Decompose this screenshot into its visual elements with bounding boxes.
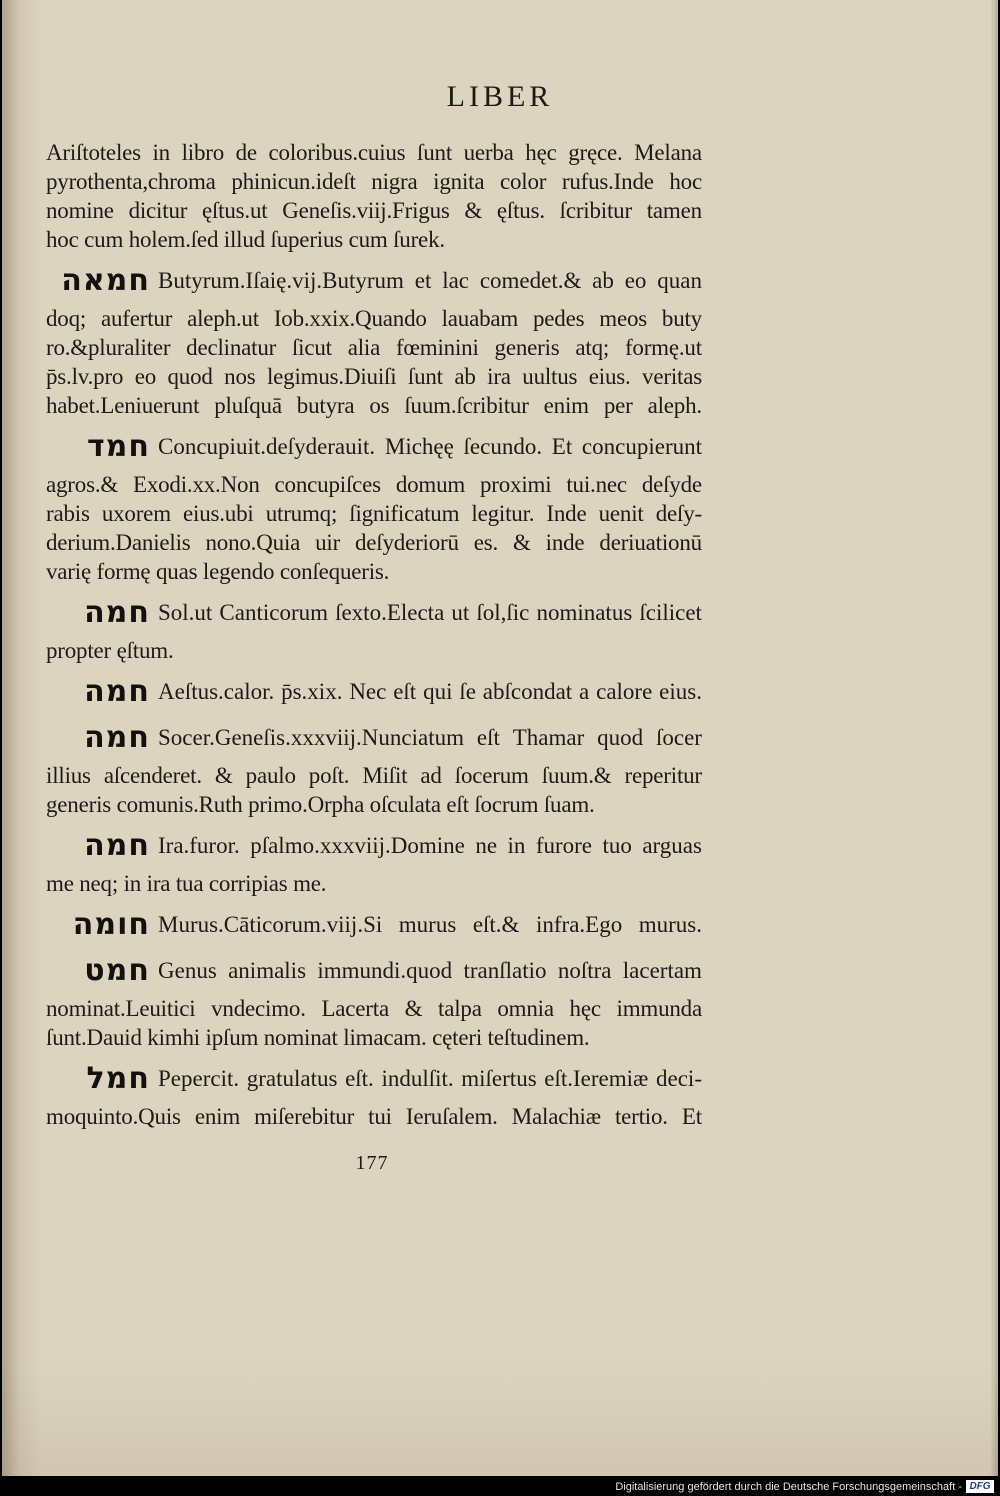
- text-line: agros.& Exodi.xx.Non concupiſces domum proximi tui.nec deſyde: [46, 472, 702, 497]
- text-line: propter ęſtum.: [46, 638, 174, 663]
- entry-definition: Aeſtus.calor. p̄s.xix. Nec eſt qui ſe abſcondat a calore eius.: [158, 678, 702, 704]
- entry-definition: Concupiuit.deſyderauit. Michęę ſecundo. Et concupierunt: [158, 433, 702, 459]
- hebrew-headword: חמה: [84, 673, 150, 709]
- text-block: [46, 138, 702, 1131]
- text-line: varię formę quas legendo conſequeris.: [46, 559, 390, 584]
- dictionary-entry: [46, 1058, 702, 1098]
- hebrew-headword: חמט: [84, 952, 150, 988]
- dictionary-entry: [46, 671, 702, 711]
- entry-definition: Genus animalis immundi.quod tranſlatio noſtra lacertam: [158, 957, 702, 983]
- hebrew-headword: חמד: [87, 428, 150, 464]
- text-line: ro.&pluraliter declinatur ſicut alia fœminini generis atq; formę.ut: [46, 335, 702, 360]
- text-line: illius aſcenderet. & paulo poſt. Miſit ad ſocerum ſuum.& reperitur: [46, 763, 702, 788]
- text-line: p̄s.lv.pro eo quod nos legimus.Diuiſi ſunt ab ira uultus eius. veritas: [46, 364, 702, 389]
- dictionary-entry: [46, 950, 702, 990]
- entry-definition: Socer.Geneſis.xxxviij.Nunciatum eſt Thamar quod ſocer: [158, 724, 702, 750]
- text-line: generis comunis.Ruth primo.Orpha oſculata eſt ſocrum ſuam.: [46, 792, 595, 817]
- hebrew-headword: חומה: [72, 906, 150, 942]
- text-line: rabis uxorem eius.ubi utrumq; ſignificatum legitur. Inde uenit deſy-: [46, 501, 702, 526]
- hebrew-headword: חמה: [84, 719, 150, 755]
- text-line: moquinto.Quis enim miſerebitur tui Ieruſalem. Malachiæ tertio. Et: [46, 1104, 702, 1129]
- text-line: pyrothenta,chroma phinicun.ideſt nigra ignita color rufus.Inde hoc: [46, 169, 702, 194]
- footer-bar: [0, 1476, 1000, 1496]
- dictionary-entry: [46, 717, 702, 757]
- entry-definition: Murus.Cāticorum.viij.Si murus eſt.& infra.Ego murus.: [158, 911, 702, 937]
- text-line: derium.Danielis nono.Quia uir deſyderiorū es. & inde deriuationū: [46, 530, 702, 555]
- hebrew-headword: חמל: [86, 1060, 150, 1096]
- text-line: doq; aufertur aleph.ut Iob.xxix.Quando lauabam pedes meos buty: [46, 306, 702, 331]
- dictionary-entry: [46, 592, 702, 632]
- text-line: me neq; in ira tua corripias me.: [46, 871, 327, 896]
- entry-definition: Sol.ut Canticorum ſexto.Electa ut ſol,ſic nominatus ſcilicet: [158, 599, 702, 625]
- dictionary-entry: [46, 426, 702, 466]
- text-line: ſunt.Dauid kimhi ipſum nominat limacam. cęteri teſtudinem.: [46, 1025, 590, 1050]
- hebrew-headword: חמה: [84, 594, 150, 630]
- dictionary-entry: [46, 904, 702, 944]
- page-edge-shadow: [990, 0, 998, 1476]
- text-line: hoc cum holem.ſed illud ſuperius cum ſurek.: [46, 227, 445, 252]
- hebrew-headword: חמאה: [61, 262, 150, 298]
- entry-definition: Ira.furor. pſalmo.xxxviij.Domine ne in furore tuo arguas: [158, 832, 702, 858]
- text-line: Ariſtoteles in libro de coloribus.cuius ſunt uerba hęc gręce. Melana: [46, 140, 702, 165]
- book-page: [2, 0, 998, 1476]
- entry-definition: Pepercit. gratulatus eſt. indulſit. miſertus eſt.Ieremiæ deci-: [158, 1065, 702, 1091]
- running-head: LIBER: [446, 80, 554, 113]
- dictionary-entry: [46, 825, 702, 865]
- hebrew-headword: חמה: [84, 827, 150, 863]
- footer-credit: Digitalisierung gefördert durch die Deutsche Forschungsgemeinschaft -: [615, 1481, 962, 1493]
- entry-definition: Butyrum.Iſaię.vij.Butyrum et lac comedet.& ab eo quan: [158, 267, 702, 293]
- dfg-logo-icon: DFG: [966, 1480, 994, 1493]
- text-line: nomine dicitur ęſtus.ut Geneſis.viij.Frigus & ęſtus. ſcribitur tamen: [46, 198, 702, 223]
- dictionary-entry: [46, 260, 702, 300]
- folio-number: 177: [355, 1152, 389, 1174]
- text-line: habet.Leniuerunt pluſquā butyra os ſuum.ſcribitur enim per aleph.: [46, 393, 702, 418]
- text-line: nominat.Leuitici vndecimo. Lacerta & talpa omnia hęc immunda: [46, 996, 702, 1021]
